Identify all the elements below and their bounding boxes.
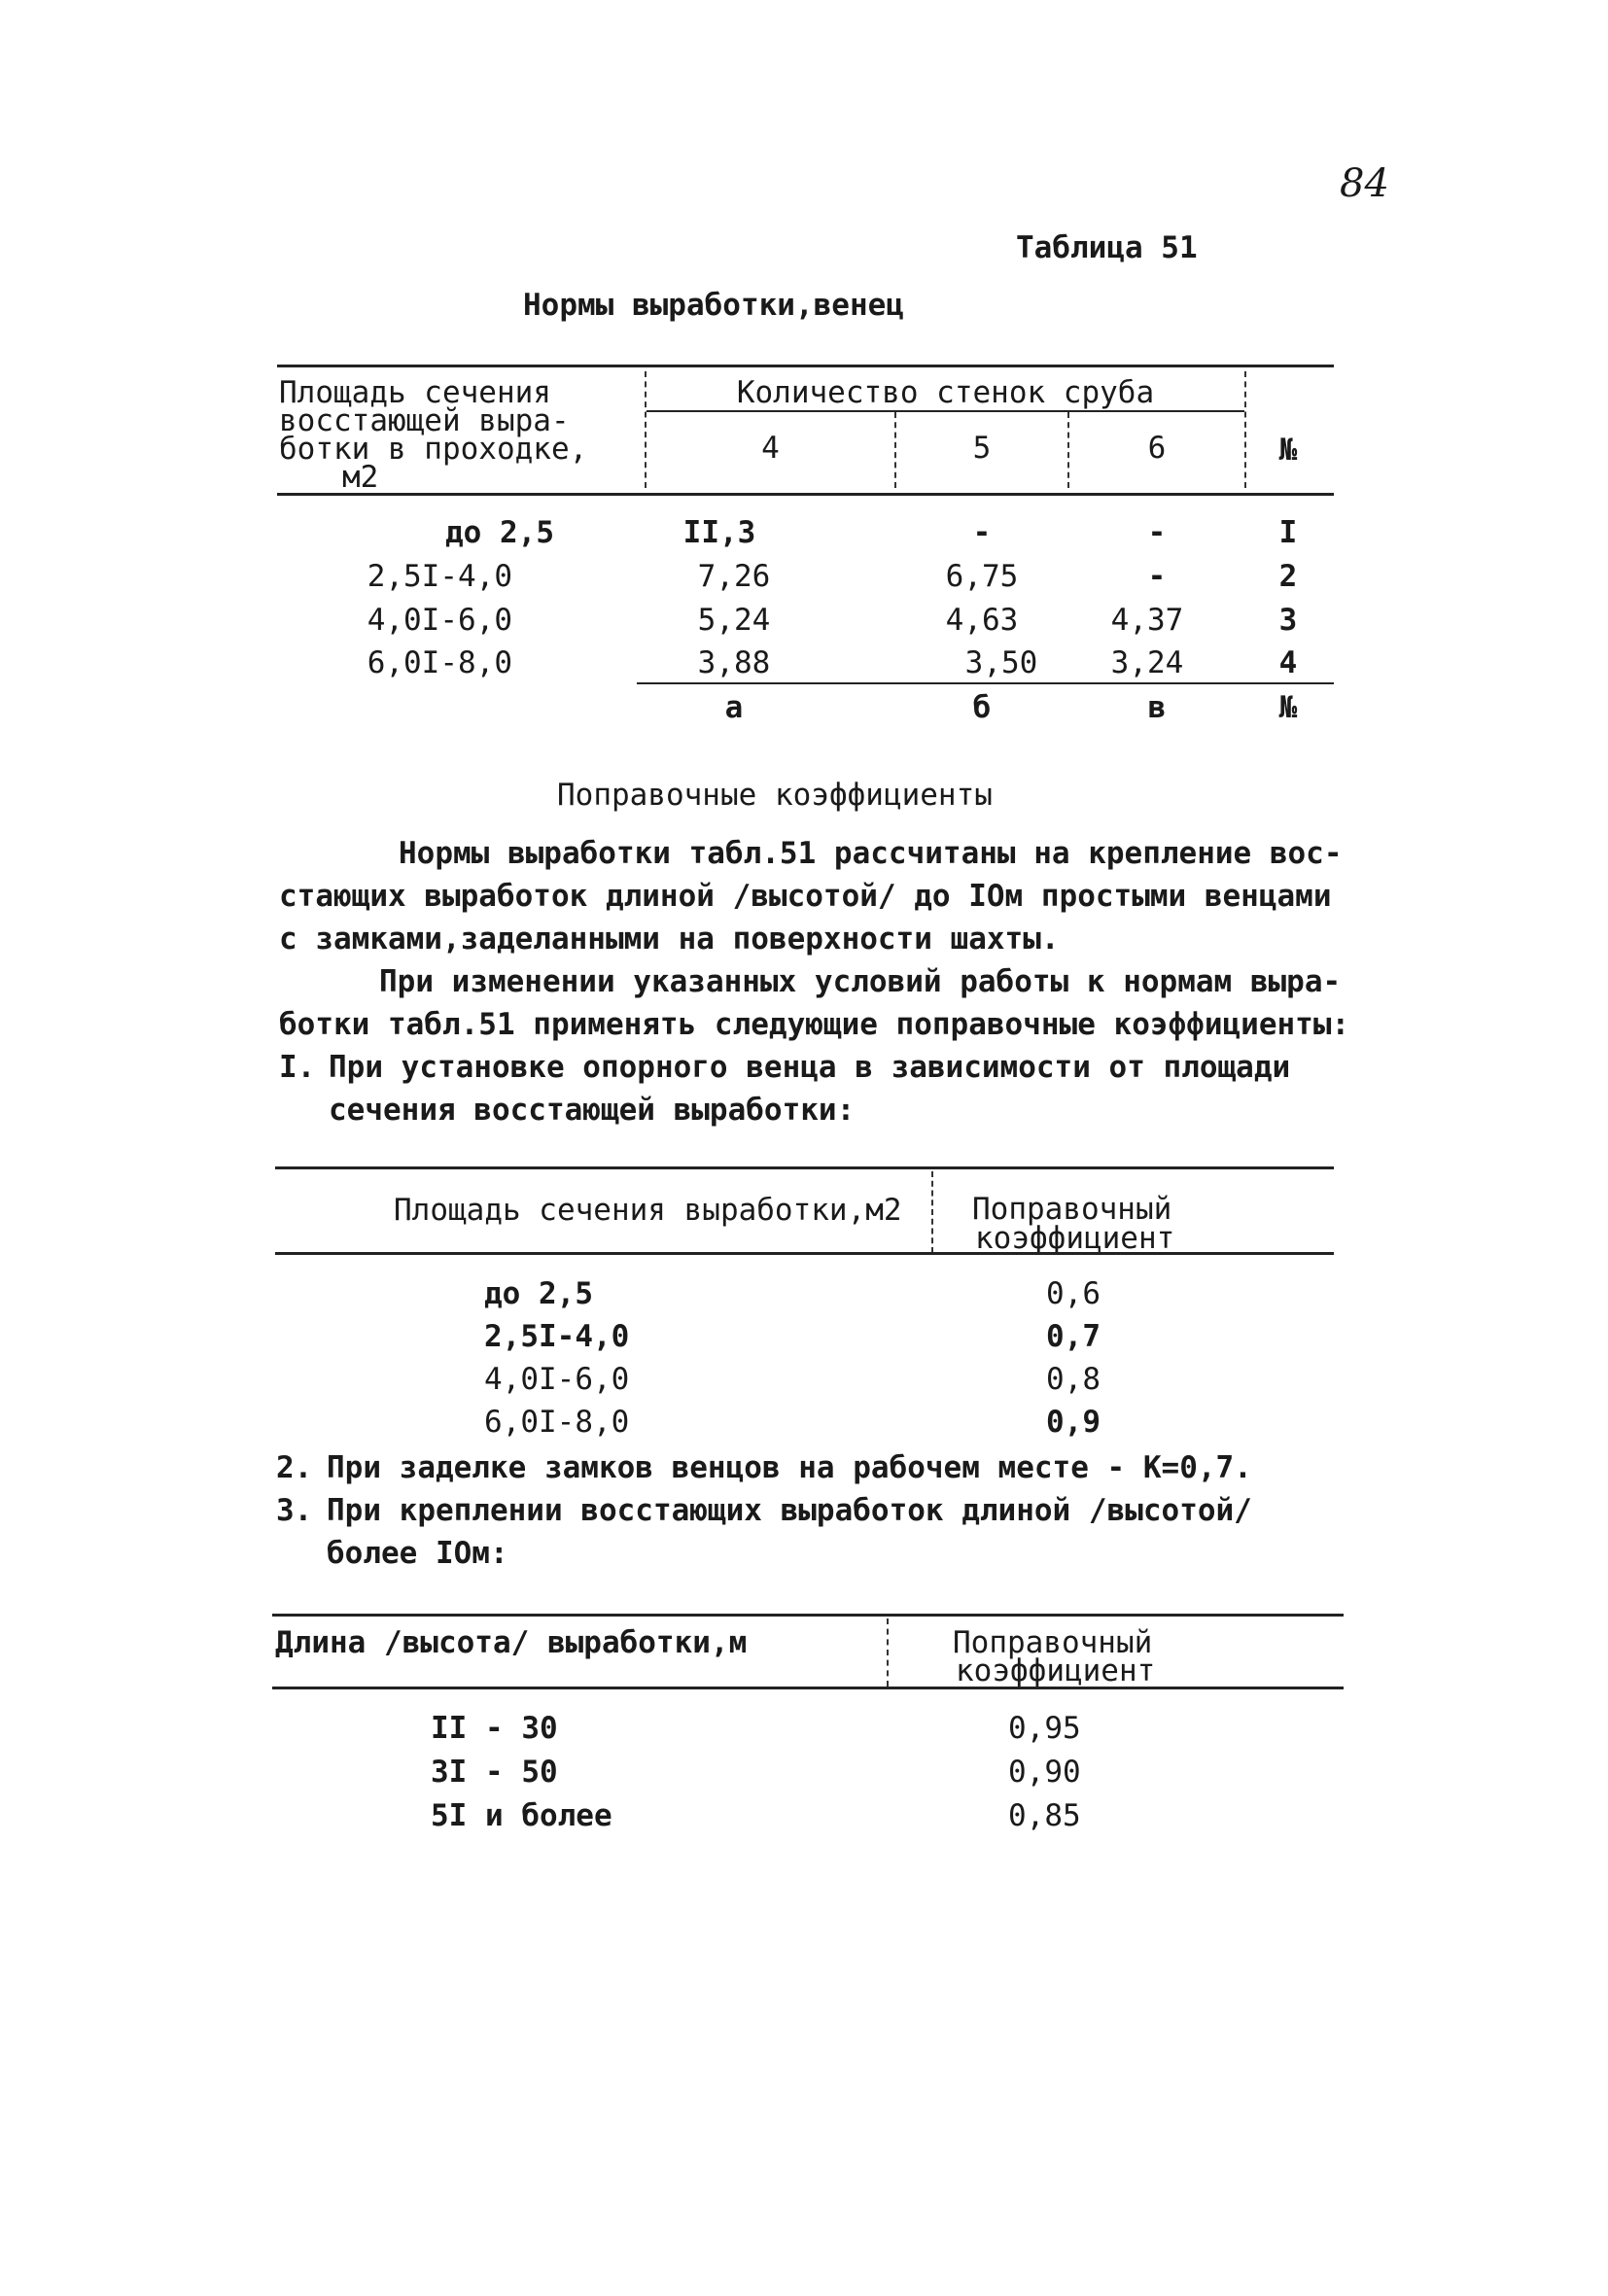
column-divider [645, 371, 647, 488]
column-header-4: 4 [761, 431, 780, 466]
column-divider [931, 1171, 933, 1253]
area-header-line: ботки в проходке, [279, 432, 588, 467]
table-header-left: Длина /высота/ выработки,м [275, 1625, 748, 1660]
table-header-right-line: Поправочный [953, 1625, 1153, 1660]
area-cell: до 2,5 [484, 1276, 593, 1311]
row-number: 4 [1278, 645, 1298, 680]
coefficient-cell: 0,95 [1008, 1711, 1081, 1746]
table-header-right-line: коэффициент [975, 1221, 1175, 1256]
column-divider [887, 1618, 889, 1687]
area-cell: 6,0I-8,0 [484, 1405, 630, 1440]
value-cell: 4,63 [945, 603, 1019, 638]
item-text: При установке опорного венца в зависимости от площади [329, 1050, 1291, 1085]
paragraph-line: с замками,заделанными на поверхности шахты. [279, 922, 1060, 957]
length-cell: 5I и более [431, 1798, 612, 1833]
table-top-rule [275, 1166, 1334, 1169]
value-cell: - [1147, 515, 1167, 550]
paragraph-line: При изменении указанных условий работы к нормам выра- [379, 964, 1342, 999]
row-number: I [1278, 515, 1298, 550]
length-cell: II - 30 [431, 1711, 558, 1746]
item-number: 2. [276, 1450, 313, 1485]
area-cell: 2,5I-4,0 [367, 559, 512, 594]
area-cell: 6,0I-8,0 [367, 645, 512, 680]
length-cell: 3I - 50 [431, 1755, 558, 1790]
column-letter: № [1278, 690, 1298, 725]
column-letter: а [724, 690, 744, 725]
coefficient-cell: 0,9 [1046, 1405, 1101, 1440]
row-number: 3 [1278, 603, 1298, 638]
table-header-rule [272, 1687, 1344, 1689]
value-cell: - [972, 515, 992, 550]
value-cell: 3,50 [964, 645, 1038, 680]
main-table-top-rule [277, 365, 1334, 367]
row-number: 2 [1278, 559, 1298, 594]
number-header: № [1278, 433, 1298, 468]
item-text: При заделке замков венцов на рабочем месте - К=0,7. [327, 1450, 1252, 1485]
page-number: 84 [1340, 161, 1389, 206]
value-cell: II,3 [682, 515, 756, 550]
column-letter: в [1147, 690, 1167, 725]
area-cell: 4,0I-6,0 [484, 1362, 630, 1397]
table-header-right-line: Поправочный [972, 1192, 1172, 1227]
table-caption: Таблица 51 [1016, 230, 1198, 265]
group-header-rule [647, 410, 1244, 412]
item-number: 3. [276, 1493, 313, 1528]
item-text: При креплении восстающих выработок длиной /высотой/ [327, 1493, 1252, 1528]
coefficient-cell: 0,90 [1008, 1755, 1081, 1790]
main-table-header-rule [277, 493, 1334, 496]
column-divider [1244, 371, 1246, 488]
paragraph-line: Нормы выработки табл.51 рассчитаны на крепление вос- [399, 836, 1343, 871]
item-number: I. [279, 1050, 316, 1085]
paragraph-line: стающих выработок длиной /высотой/ до IOм простыми венцами [279, 879, 1332, 914]
column-header-6: 6 [1147, 431, 1167, 466]
table-header-left: Площадь сечения выработки,м2 [394, 1193, 902, 1228]
item-text: сечения восстающей выработки: [329, 1093, 856, 1128]
column-letter: б [972, 690, 992, 725]
column-header-5: 5 [972, 431, 992, 466]
coefficient-cell: 0,6 [1046, 1276, 1101, 1311]
corrections-title: Поправочные коэффициенты [557, 778, 993, 813]
table-header-right-line: коэффициент [956, 1653, 1156, 1688]
area-cell: 2,5I-4,0 [484, 1319, 630, 1354]
table-header-rule [275, 1252, 1334, 1255]
value-cell: 4,37 [1110, 603, 1184, 638]
value-cell: 3,24 [1110, 645, 1184, 680]
paragraph-line: ботки табл.51 применять следующие поправочные коэффициенты: [279, 1007, 1350, 1042]
value-cell: 7,26 [697, 559, 771, 594]
coefficient-cell: 0,85 [1008, 1798, 1081, 1833]
value-cell: 5,24 [697, 603, 771, 638]
table-title: Нормы выработки,венец [523, 288, 904, 323]
area-header-line: восстающей выра- [279, 403, 570, 438]
coefficient-cell: 0,7 [1046, 1319, 1101, 1354]
group-header: Количество стенок сруба [736, 375, 1155, 410]
coefficient-cell: 0,8 [1046, 1362, 1101, 1397]
area-cell: 4,0I-6,0 [367, 603, 512, 638]
main-table-bottom-rule [637, 682, 1334, 684]
area-header-line: Площадь сечения [279, 375, 551, 410]
value-cell: - [1147, 559, 1167, 594]
table-top-rule [272, 1614, 1344, 1617]
value-cell: 6,75 [945, 559, 1019, 594]
area-cell: до 2,5 [445, 515, 554, 550]
value-cell: 3,88 [697, 645, 771, 680]
area-header-line: м2 [342, 460, 379, 495]
item-text: более IOм: [327, 1536, 508, 1571]
